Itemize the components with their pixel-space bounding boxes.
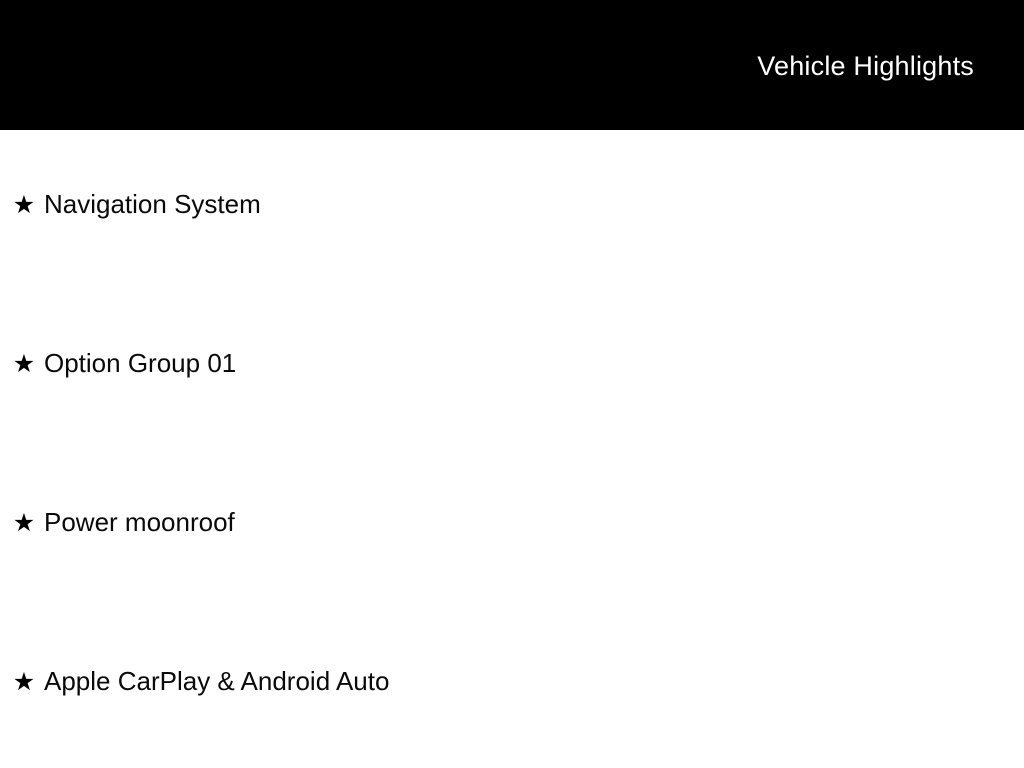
list-item [0,289,1024,448]
page-title: Vehicle Highlights [757,51,974,81]
star-icon: ★ [12,191,36,219]
list-item-label: Power moonroof [44,507,235,537]
header-bar [0,0,1024,130]
list-item [0,607,1024,766]
list-item [0,448,1024,607]
star-icon: ★ [12,668,36,696]
star-icon: ★ [12,350,36,378]
list-item-label: Navigation System [44,189,261,219]
star-icon: ★ [12,509,36,537]
list-item-label: Option Group 01 [44,348,237,378]
list-item [0,130,1024,289]
highlights-list [0,130,1024,766]
list-item-label: Apple CarPlay & Android Auto [44,666,390,696]
